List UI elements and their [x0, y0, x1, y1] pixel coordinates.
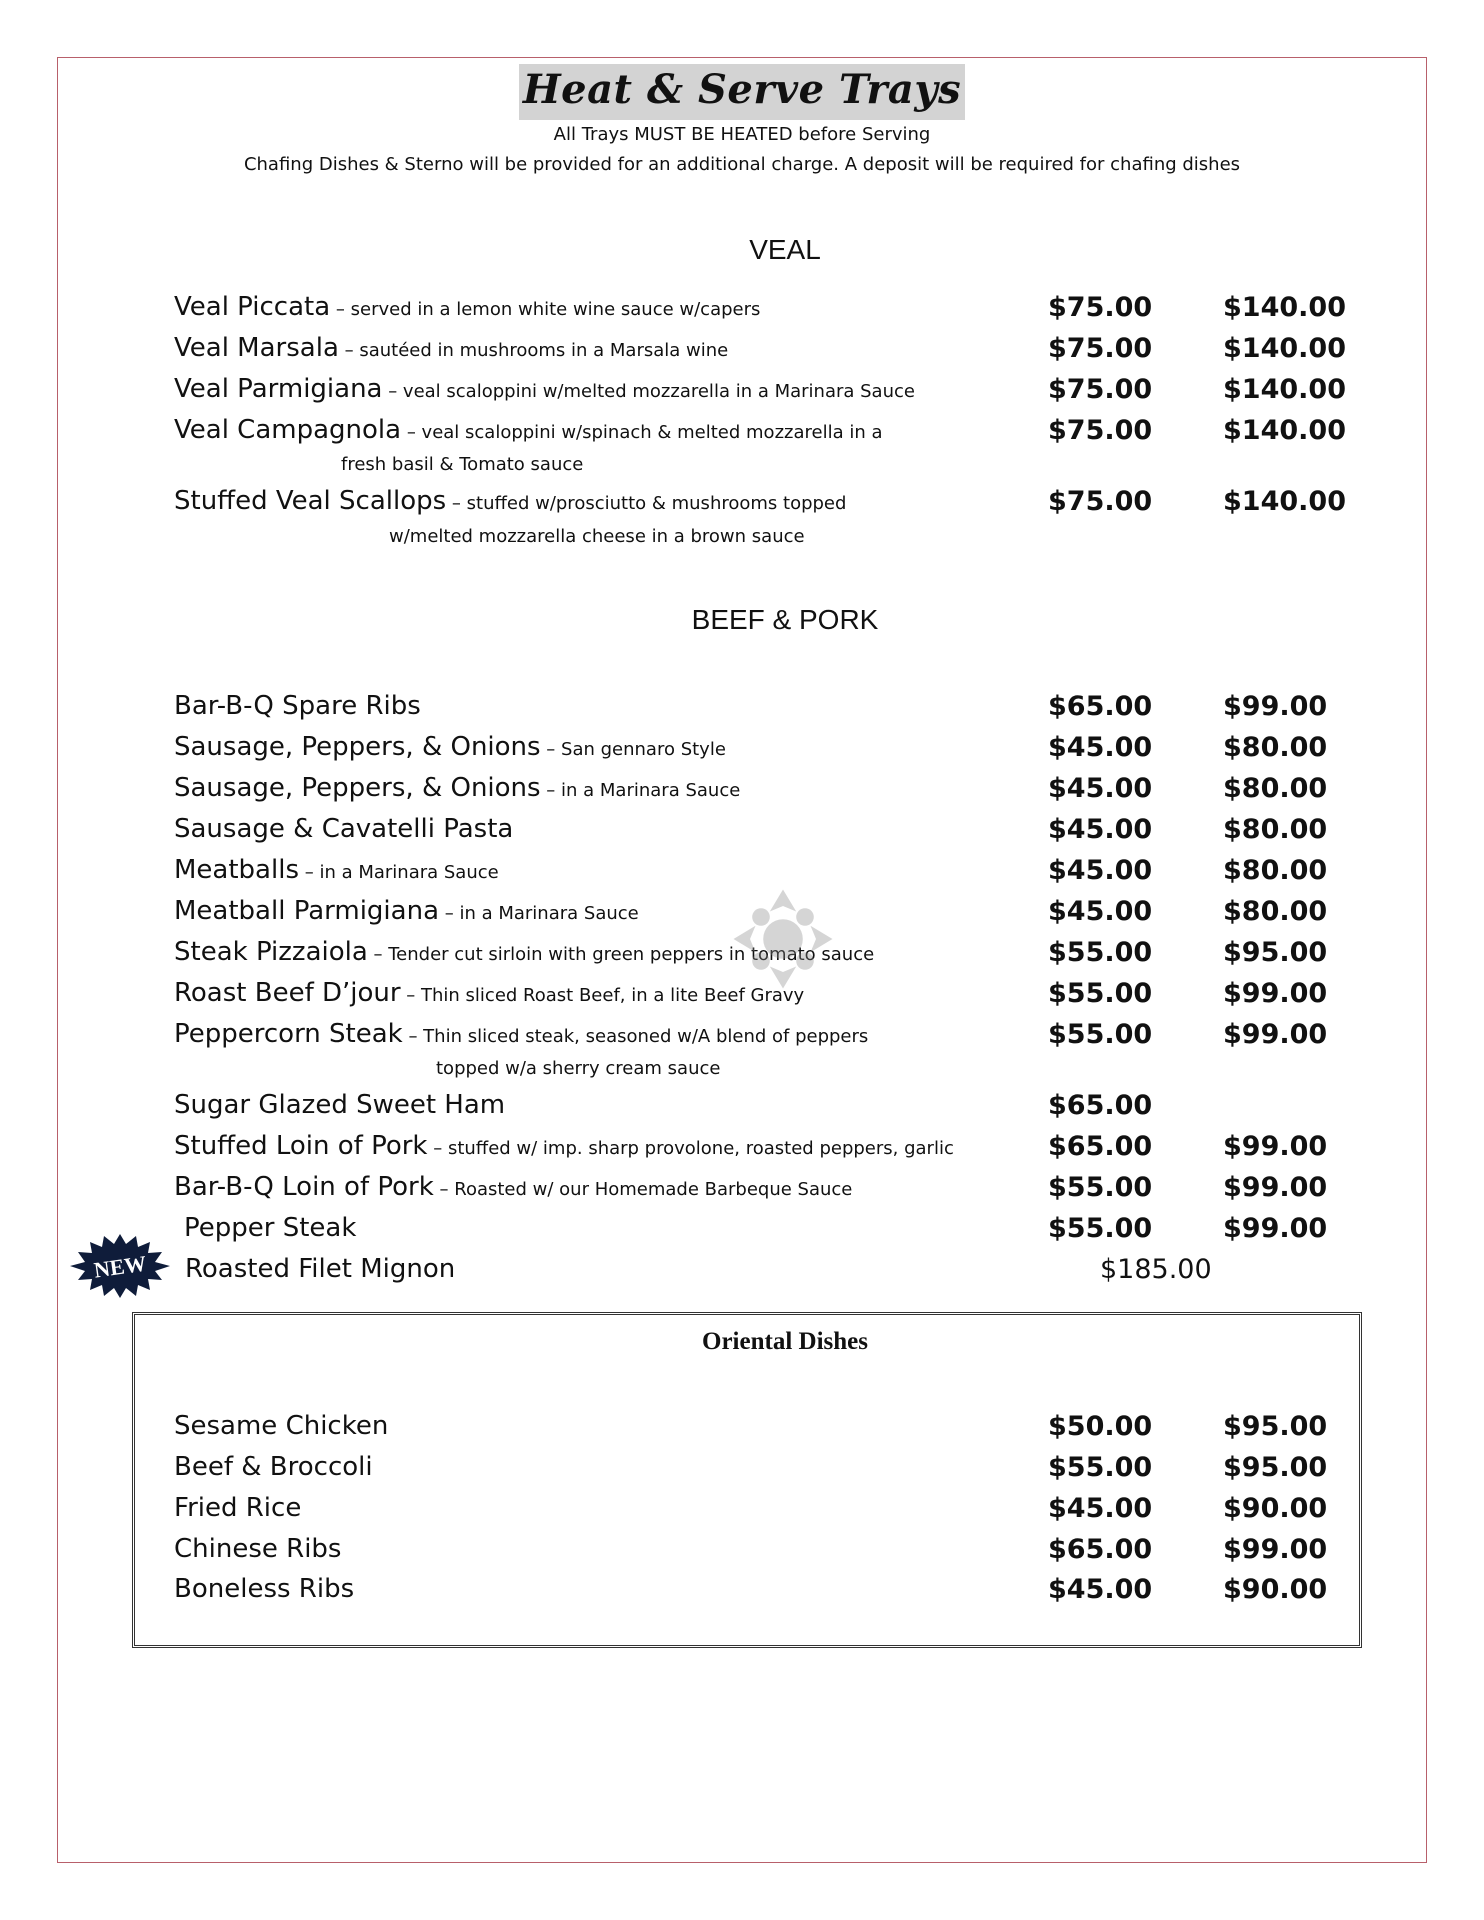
menu-item-fried-rice [174, 1493, 1414, 1533]
price-large: $80.00 [1223, 896, 1328, 927]
item-desc: – in a Marinara Sauce [540, 780, 741, 801]
price-small: $75.00 [1048, 415, 1153, 446]
section-veal-heading: VEAL [749, 234, 821, 265]
item-desc: – in a Marinara Sauce [439, 903, 639, 924]
price-small: $75.00 [1048, 374, 1153, 405]
menu-item-sausage-peppers-marinara [174, 773, 1414, 813]
item-desc: – stuffed w/prosciutto & mushrooms topped [446, 493, 847, 514]
menu-item-sesame-chicken [174, 1411, 1414, 1451]
item-name: Peppercorn Steak [174, 1019, 403, 1049]
item-name: Veal Marsala [174, 333, 339, 363]
menu-item-boneless-ribs [174, 1574, 1414, 1614]
menu-item-peppercorn-steak [174, 1019, 1414, 1059]
price-small: $65.00 [1048, 1131, 1153, 1162]
price-large: $99.00 [1223, 691, 1328, 722]
menu-item-sausage-cavatelli [174, 814, 1414, 854]
price-large: $95.00 [1223, 1452, 1328, 1483]
price-small: $55.00 [1048, 1452, 1153, 1483]
price-small: $55.00 [1048, 937, 1153, 968]
price-small: $55.00 [1048, 1213, 1153, 1244]
price-large: $90.00 [1223, 1574, 1328, 1605]
section-oriental-heading: Oriental Dishes [702, 1328, 868, 1355]
menu-item-veal-parmigiana [174, 374, 1414, 414]
price-small: $75.00 [1048, 486, 1153, 517]
ornament-watermark-icon [728, 884, 838, 994]
item-name: Boneless Ribs [174, 1574, 355, 1604]
price-large: $140.00 [1223, 415, 1346, 446]
price-small: $55.00 [1048, 978, 1153, 1009]
price-small: $45.00 [1048, 814, 1153, 845]
item-name: Sausage, Peppers, & Onions [174, 732, 541, 762]
price-small: $75.00 [1048, 292, 1153, 323]
item-desc: – Roasted w/ our Homemade Barbeque Sauce [433, 1179, 853, 1200]
price-large: $99.00 [1223, 1019, 1328, 1050]
title-wrap [0, 64, 1484, 120]
menu-item-sugar-glazed-ham [174, 1090, 1414, 1130]
page-title: Heat & Serve Trays [519, 64, 965, 120]
item-desc: – San gennaro Style [540, 739, 726, 760]
price-large: $95.00 [1223, 937, 1328, 968]
price-large: $140.00 [1223, 333, 1346, 364]
price-small: $45.00 [1048, 1493, 1153, 1524]
price-small: $55.00 [1048, 1019, 1153, 1050]
price-small: $45.00 [1048, 896, 1153, 927]
item-name: Roasted Filet Mignon [185, 1254, 456, 1284]
item-name: Stuffed Loin of Pork [174, 1131, 428, 1161]
menu-item-bbq-loin-pork [174, 1172, 1414, 1212]
item-desc-continued: fresh basil & Tomato sauce [341, 454, 584, 475]
price-large: $99.00 [1223, 1172, 1328, 1203]
price-small: $65.00 [1048, 1090, 1153, 1121]
subtitle-heating: All Trays MUST BE HEATED before Serving [553, 124, 931, 145]
menu-item-veal-piccata [174, 292, 1414, 332]
price-large: $140.00 [1223, 292, 1346, 323]
item-name: Sugar Glazed Sweet Ham [174, 1090, 506, 1120]
price-large: $80.00 [1223, 855, 1328, 886]
item-name: Veal Campagnola [174, 415, 402, 445]
menu-item-bbq-spare-ribs [174, 691, 1414, 731]
item-name: Chinese Ribs [174, 1534, 342, 1564]
price-large: $80.00 [1223, 814, 1328, 845]
price-large: $140.00 [1223, 374, 1346, 405]
price-small: $75.00 [1048, 333, 1153, 364]
item-name: Veal Piccata [174, 292, 331, 322]
item-desc-continued: topped w/a sherry cream sauce [436, 1058, 721, 1079]
item-desc: – in a Marinara Sauce [299, 862, 499, 883]
price-large: $99.00 [1223, 1131, 1328, 1162]
item-name: Sausage & Cavatelli Pasta [174, 814, 514, 844]
item-desc: – served in a lemon white wine sauce w/capers [330, 299, 761, 320]
item-desc: – Thin sliced steak, seasoned w/A blend of peppers [402, 1026, 869, 1047]
item-name: Steak Pizzaiola [174, 937, 368, 967]
item-desc: – Thin sliced Roast Beef, in a lite Beef Gravy [400, 985, 805, 1006]
item-desc: – sautéed in mushrooms in a Marsala wine [338, 340, 729, 361]
price-small: $45.00 [1048, 732, 1153, 763]
item-name: Veal Parmigiana [174, 374, 383, 404]
price-small: $45.00 [1048, 1574, 1153, 1605]
price-large: $80.00 [1223, 773, 1328, 804]
new-badge-text: NEW [92, 1250, 148, 1283]
price-large: $140.00 [1223, 486, 1346, 517]
item-desc: – Tender cut sirloin with green peppers in tomato sauce [367, 944, 875, 965]
section-beef-pork-heading: BEEF & PORK [691, 604, 879, 635]
menu-item-veal-marsala [174, 333, 1414, 373]
item-desc: – stuffed w/ imp. sharp provolone, roasted peppers, garlic [427, 1138, 954, 1159]
new-badge-icon [66, 1232, 174, 1300]
price-large: $99.00 [1223, 1534, 1328, 1565]
price-small: $55.00 [1048, 1172, 1153, 1203]
item-name: Beef & Broccoli [174, 1452, 373, 1482]
price-single: $185.00 [1100, 1254, 1212, 1285]
menu-item-sausage-peppers-san-gennaro [174, 732, 1414, 772]
price-small: $45.00 [1048, 855, 1153, 886]
item-name: Bar-B-Q Spare Ribs [174, 691, 421, 721]
menu-item-beef-broccoli [174, 1452, 1414, 1492]
subtitle-chafing: Chafing Dishes & Sterno will be provided for an additional charge. A deposit will be required for chafing dishes [243, 154, 1241, 175]
item-desc-continued: w/melted mozzarella cheese in a brown sauce [389, 526, 805, 547]
item-name: Sesame Chicken [174, 1411, 389, 1441]
menu-item-veal-campagnola [174, 415, 1414, 455]
price-small: $50.00 [1048, 1411, 1153, 1442]
menu-item-pepper-steak [184, 1213, 1424, 1253]
item-desc: – veal scaloppini w/spinach & melted mozzarella in a [401, 422, 883, 443]
item-name: Sausage, Peppers, & Onions [174, 773, 541, 803]
item-name: Stuffed Veal Scallops [174, 486, 447, 516]
price-large: $99.00 [1223, 1213, 1328, 1244]
price-large: $95.00 [1223, 1411, 1328, 1442]
item-name: Bar-B-Q Loin of Pork [174, 1172, 434, 1202]
item-desc: – veal scaloppini w/melted mozzarella in a Marinara Sauce [382, 381, 915, 402]
menu-item-stuffed-veal-scallops [174, 486, 1414, 526]
menu-item-stuffed-loin-pork [174, 1131, 1414, 1171]
price-small: $45.00 [1048, 773, 1153, 804]
price-small: $65.00 [1048, 691, 1153, 722]
item-name: Meatball Parmigiana [174, 896, 440, 926]
item-name: Meatballs [174, 855, 299, 885]
menu-item-roasted-filet-mignon [185, 1254, 1425, 1294]
item-name: Roast Beef D’jour [174, 978, 401, 1008]
price-small: $65.00 [1048, 1534, 1153, 1565]
item-name: Pepper Steak [184, 1213, 357, 1243]
price-large: $80.00 [1223, 732, 1328, 763]
price-large: $90.00 [1223, 1493, 1328, 1524]
item-name: Fried Rice [174, 1493, 302, 1523]
menu-item-chinese-ribs [174, 1534, 1414, 1574]
price-large: $99.00 [1223, 978, 1328, 1009]
